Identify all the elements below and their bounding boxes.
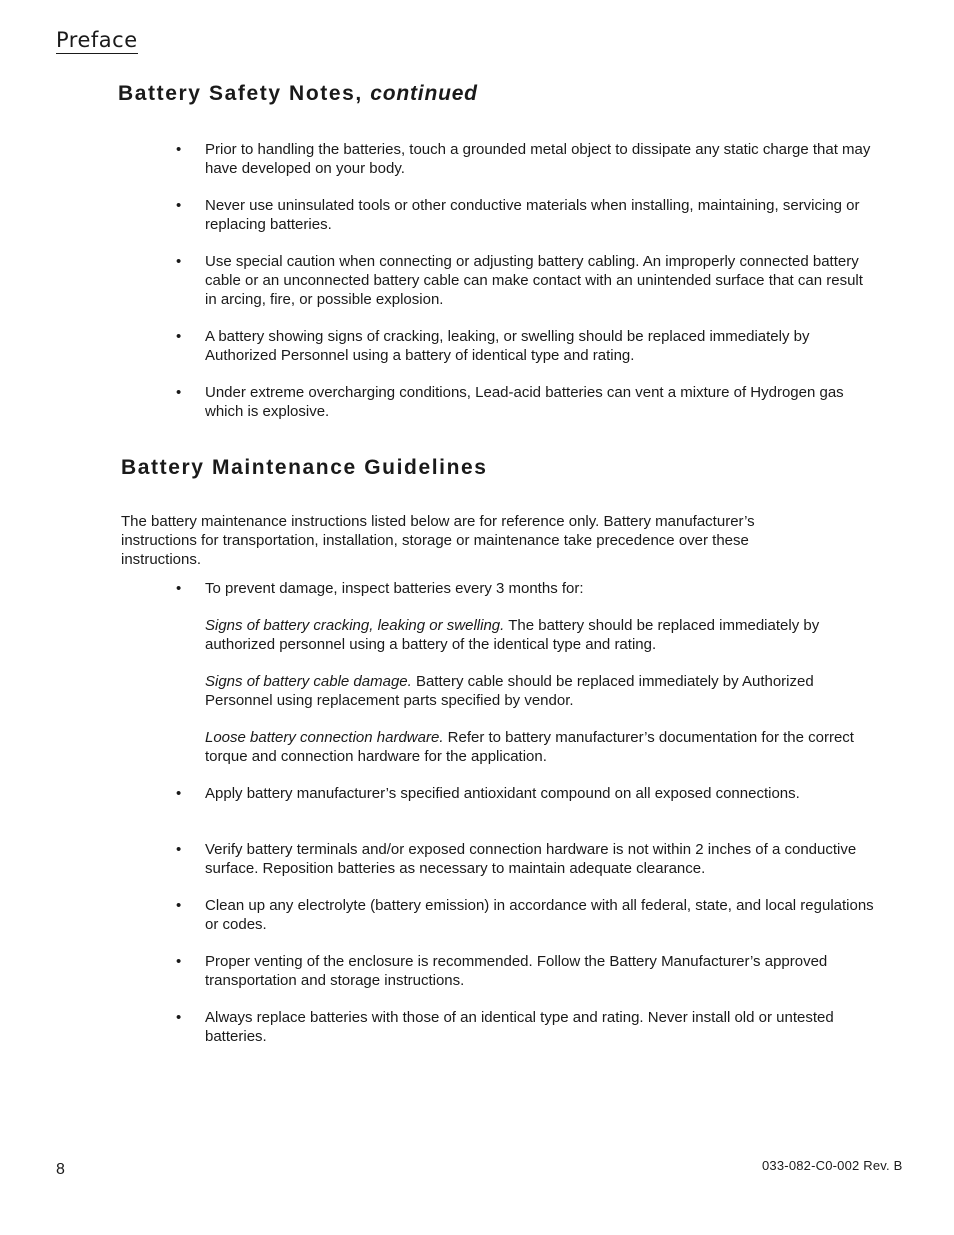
safety-heading-continued: continued: [370, 82, 478, 105]
list-item: [176, 840, 876, 878]
inspect-item: [205, 616, 876, 654]
bullet-icon: •: [176, 197, 182, 214]
bullet-text: Clean up any electrolyte (battery emission) in accordance with all federal, state, and local regulations or codes.: [205, 897, 874, 933]
safety-heading-text: Battery Safety Notes,: [118, 82, 363, 105]
list-item: [176, 784, 876, 803]
list-item: [176, 1008, 876, 1046]
list-item: [176, 327, 876, 365]
inspect-item-lead: Loose battery connection hardware.: [205, 729, 444, 746]
bullet-icon: •: [176, 897, 182, 914]
bullet-text: Apply battery manufacturer’s specified antioxidant compound on all exposed connections.: [205, 785, 800, 802]
inspect-item: [205, 672, 876, 710]
bullet-icon: •: [176, 1009, 182, 1026]
bullet-icon: •: [176, 841, 182, 858]
inspect-item-lead: Signs of battery cracking, leaking or swelling.: [205, 617, 505, 634]
maintenance-heading: Battery Maintenance Guidelines: [121, 456, 488, 479]
bullet-icon: •: [176, 953, 182, 970]
list-item: [176, 140, 876, 178]
safety-bullet-list: [176, 140, 876, 421]
bullet-icon: •: [176, 328, 182, 345]
safety-heading: [118, 81, 478, 107]
bullet-icon: •: [176, 141, 182, 158]
section-header: Preface: [56, 28, 138, 52]
bullet-icon: •: [176, 785, 182, 802]
bullet-text: Never use uninsulated tools or other conductive materials when installing, maintaining, servicing or replacing batteries.: [205, 197, 860, 233]
list-item: [176, 196, 876, 234]
bullet-icon: •: [176, 580, 182, 597]
list-item: [176, 383, 876, 421]
inspect-item-text: The battery should be replaced immediately by authorized personnel using a battery of the identical type and rating.: [205, 617, 820, 653]
list-item: [176, 896, 876, 934]
inspect-text: To prevent damage, inspect batteries every 3 months for:: [205, 580, 584, 597]
maintenance-bullet-list: [176, 579, 876, 1046]
document-id: 033-082-C0-002 Rev. B: [762, 1158, 903, 1173]
bullet-text: Under extreme overcharging conditions, Lead-acid batteries can vent a mixture of Hydrogen gas which is explosive.: [205, 384, 844, 420]
bullet-text: Always replace batteries with those of an identical type and rating. Never install old or untested batteries.: [205, 1009, 834, 1045]
page-number: 8: [56, 1161, 65, 1178]
bullet-text: Verify battery terminals and/or exposed connection hardware is not within 2 inches of a conductive surface. Reposition batteries as necessary to maintain adequate clearance.: [205, 841, 857, 877]
bullet-text: Use special caution when connecting or adjusting battery cabling. An improperly connected battery cable or an unconnected battery cable can make contact with an unintended surface that can result in arcing, fire, or possible explosion.: [205, 253, 863, 308]
list-item: [176, 252, 876, 309]
bullet-text: Prior to handling the batteries, touch a grounded metal object to dissipate any static charge that may have developed on your body.: [205, 141, 871, 177]
bullet-icon: •: [176, 253, 182, 270]
maintenance-intro: The battery maintenance instructions listed below are for reference only. Battery manufacturer’s instructions for transportation, installation, storage or maintenance take precedence over these instructions.: [121, 513, 755, 568]
inspect-item-lead: Signs of battery cable damage.: [205, 673, 412, 690]
list-item: [176, 952, 876, 990]
inspect-item-text: Battery cable should be replaced immediately by Authorized Personnel using replacement parts specified by vendor.: [205, 673, 814, 709]
inspect-item-text: Refer to battery manufacturer’s documentation for the correct torque and connection hardware for the application.: [205, 729, 854, 765]
bullet-text: A battery showing signs of cracking, leaking, or swelling should be replaced immediately by Authorized Personnel using a battery of identical type and rating.: [205, 328, 810, 364]
bullet-icon: •: [176, 384, 182, 401]
inspect-item: [205, 728, 876, 766]
list-item: [176, 579, 876, 766]
bullet-text: Proper venting of the enclosure is recommended. Follow the Battery Manufacturer’s approved transportation and storage instructions.: [205, 953, 828, 989]
